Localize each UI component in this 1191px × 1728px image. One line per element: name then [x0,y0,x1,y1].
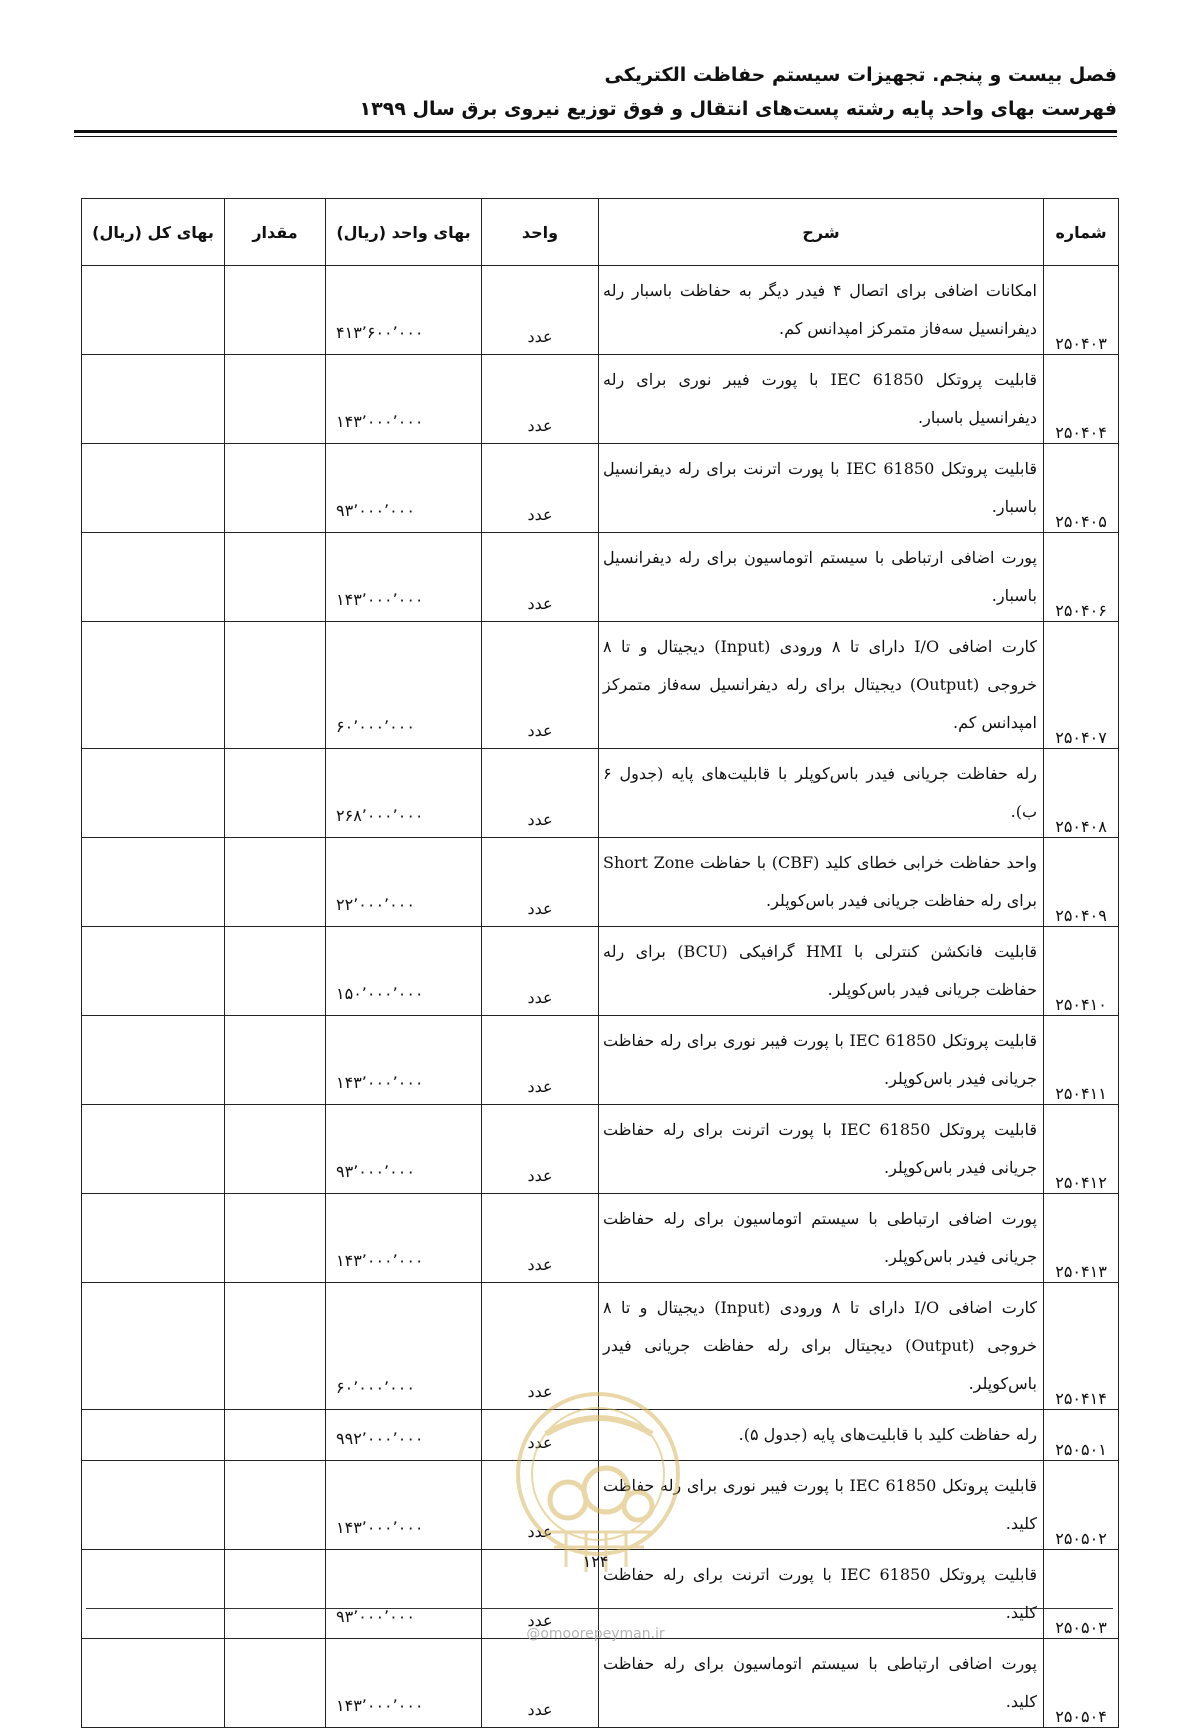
row-quantity [225,1194,326,1283]
row-total [82,1105,225,1194]
row-description: قابلیت فانکشن کنترلی با HMI گرافیکی (BCU) برای رله حفاظت جریانی فیدر باس‌کوپلر. [599,927,1044,1016]
row-unit-price: ۶۰٬۰۰۰٬۰۰۰ [326,622,482,749]
row-total [82,838,225,927]
row-total [82,1639,225,1728]
footer-rule [86,1608,1113,1609]
header-unit-price: بهای واحد (ریال) [326,199,482,266]
row-code: ۲۵۰۴۱۱ [1044,1016,1119,1105]
table-row [82,1194,1119,1283]
row-unit-price: ۹۹۲٬۰۰۰٬۰۰۰ [326,1410,482,1461]
row-unit: عدد [482,1194,599,1283]
row-unit: عدد [482,533,599,622]
row-total [82,444,225,533]
header-rule-thin [74,136,1117,137]
row-code: ۲۵۰۴۱۴ [1044,1283,1119,1410]
row-unit-price: ۹۳٬۰۰۰٬۰۰۰ [326,1550,482,1639]
row-quantity [225,1410,326,1461]
table-row [82,838,1119,927]
row-unit-price: ۹۳٬۰۰۰٬۰۰۰ [326,444,482,533]
row-unit: عدد [482,838,599,927]
table-row [82,1105,1119,1194]
row-code: ۲۵۰۴۱۰ [1044,927,1119,1016]
row-unit: عدد [482,266,599,355]
row-unit: عدد [482,1550,599,1639]
row-quantity [225,1016,326,1105]
row-unit: عدد [482,927,599,1016]
row-quantity [225,1461,326,1550]
row-unit: عدد [482,1639,599,1728]
document-title: فهرست بهای واحد پایه رشته پست‌های انتقال و فوق توزیع نیروی برق سال ۱۳۹۹ [359,98,1117,120]
row-code: ۲۵۰۴۰۷ [1044,622,1119,749]
table-row [82,533,1119,622]
row-unit-price: ۱۵۰٬۰۰۰٬۰۰۰ [326,927,482,1016]
row-total [82,749,225,838]
row-code: ۲۵۰۴۰۶ [1044,533,1119,622]
row-code: ۲۵۰۴۰۹ [1044,838,1119,927]
row-quantity [225,622,326,749]
header-quantity: مقدار [225,199,326,266]
page-header [74,58,1117,126]
header-rule-thick [74,130,1117,133]
row-description: قابلیت پروتکل IEC 61850 با پورت اترنت برای رله حفاظت جریانی فیدر باس‌کوپلر. [599,1105,1044,1194]
row-description: پورت اضافی ارتباطی با سیستم اتوماسیون برای رله حفاظت جریانی فیدر باس‌کوپلر. [599,1194,1044,1283]
row-unit-price: ۲۲٬۰۰۰٬۰۰۰ [326,838,482,927]
table-header-row [82,199,1119,266]
row-unit-price: ۴۱۳٬۶۰۰٬۰۰۰ [326,266,482,355]
row-unit-price: ۹۳٬۰۰۰٬۰۰۰ [326,1105,482,1194]
row-unit: عدد [482,622,599,749]
row-description: قابلیت پروتکل IEC 61850 با پورت فیبر نوری برای رله دیفرانسیل باسبار. [599,355,1044,444]
row-unit-price: ۱۴۳٬۰۰۰٬۰۰۰ [326,1639,482,1728]
row-code: ۲۵۰۵۰۲ [1044,1461,1119,1550]
row-total [82,1461,225,1550]
row-quantity [225,749,326,838]
header-total: بهای کل (ریال) [82,199,225,266]
row-description: پورت اضافی ارتباطی با سیستم اتوماسیون برای رله حفاظت کلید. [599,1639,1044,1728]
watermark-url: @omoorepeyman.ir [526,1626,665,1642]
row-code: ۲۵۰۵۰۴ [1044,1639,1119,1728]
row-total [82,355,225,444]
table-row [82,927,1119,1016]
row-code: ۲۵۰۵۰۱ [1044,1410,1119,1461]
row-quantity [225,533,326,622]
table-row [82,266,1119,355]
table-row [82,622,1119,749]
row-description: قابلیت پروتکل IEC 61850 با پورت فیبر نوری برای رله حفاظت کلید. [599,1461,1044,1550]
row-code: ۲۵۰۴۰۴ [1044,355,1119,444]
row-unit-price: ۱۴۳٬۰۰۰٬۰۰۰ [326,533,482,622]
row-unit-price: ۱۴۳٬۰۰۰٬۰۰۰ [326,1016,482,1105]
row-total [82,533,225,622]
row-unit: عدد [482,355,599,444]
row-code: ۲۵۰۴۱۳ [1044,1194,1119,1283]
row-description: پورت اضافی ارتباطی با سیستم اتوماسیون برای رله دیفرانسیل باسبار. [599,533,1044,622]
row-code: ۲۵۰۴۱۲ [1044,1105,1119,1194]
row-code: ۲۵۰۴۰۸ [1044,749,1119,838]
row-unit: عدد [482,749,599,838]
row-unit-price: ۱۴۳٬۰۰۰٬۰۰۰ [326,1461,482,1550]
row-total [82,1016,225,1105]
row-unit: عدد [482,444,599,533]
row-unit-price: ۶۰٬۰۰۰٬۰۰۰ [326,1283,482,1410]
row-unit: عدد [482,1410,599,1461]
row-unit-price: ۲۶۸٬۰۰۰٬۰۰۰ [326,749,482,838]
row-unit-price: ۱۴۳٬۰۰۰٬۰۰۰ [326,1194,482,1283]
row-total [82,622,225,749]
row-code: ۲۵۰۴۰۳ [1044,266,1119,355]
row-code: ۲۵۰۵۰۳ [1044,1550,1119,1639]
row-quantity [225,1283,326,1410]
row-description: رله حفاظت کلید با قابلیت‌های پایه (جدول ۵). [599,1410,1044,1461]
row-quantity [225,266,326,355]
table-row [82,444,1119,533]
row-unit: عدد [482,1461,599,1550]
header-unit: واحد [482,199,599,266]
row-description: کارت اضافی I/O دارای تا ۸ ورودی (Input) دیجیتال و تا ۸ خروجی (Output) دیجیتال برای رله حفاظت جریانی فیدر باس‌کوپلر. [599,1283,1044,1410]
row-quantity [225,838,326,927]
table-row [82,749,1119,838]
row-unit: عدد [482,1016,599,1105]
table-row [82,1639,1119,1728]
row-description: کارت اضافی I/O دارای تا ۸ ورودی (Input) دیجیتال و تا ۸ خروجی (Output) دیجیتال برای رله دیفرانسیل سه‌فاز متمرکز امپدانس کم. [599,622,1044,749]
row-quantity [225,927,326,1016]
row-total [82,927,225,1016]
row-description: قابلیت پروتکل IEC 61850 با پورت اترنت برای رله دیفرانسیل باسبار. [599,444,1044,533]
row-total [82,266,225,355]
row-description: امکانات اضافی برای اتصال ۴ فیدر دیگر به حفاظت باسبار رله دیفرانسیل سه‌فاز متمرکز امپدانس کم. [599,266,1044,355]
row-quantity [225,355,326,444]
row-total [82,1410,225,1461]
row-quantity [225,1639,326,1728]
table-row [82,1016,1119,1105]
row-description: قابلیت پروتکل IEC 61850 با پورت فیبر نوری برای رله حفاظت جریانی فیدر باس‌کوپلر. [599,1016,1044,1105]
row-description: رله حفاظت جریانی فیدر باس‌کوپلر با قابلیت‌های پایه (جدول ۶ ب). [599,749,1044,838]
row-total [82,1283,225,1410]
row-unit: عدد [482,1105,599,1194]
row-quantity [225,1105,326,1194]
row-total [82,1194,225,1283]
row-unit: عدد [482,1283,599,1410]
chapter-title: فصل بیست و پنجم. تجهیزات سیستم حفاظت الکتریکی [604,64,1117,86]
row-code: ۲۵۰۴۰۵ [1044,444,1119,533]
row-unit-price: ۱۴۳٬۰۰۰٬۰۰۰ [326,355,482,444]
row-description: قابلیت پروتکل IEC 61850 با پورت اترنت برای رله حفاظت کلید. [599,1550,1044,1639]
table-row [82,355,1119,444]
header-code: شماره [1044,199,1119,266]
page-number: ۱۲۴ [582,1552,609,1571]
header-description: شرح [599,199,1044,266]
row-quantity [225,444,326,533]
row-description: واحد حفاظت خرابی خطای کلید (CBF) با حفاظت Short Zone برای رله حفاظت جریانی فیدر باس‌کوپلر. [599,838,1044,927]
